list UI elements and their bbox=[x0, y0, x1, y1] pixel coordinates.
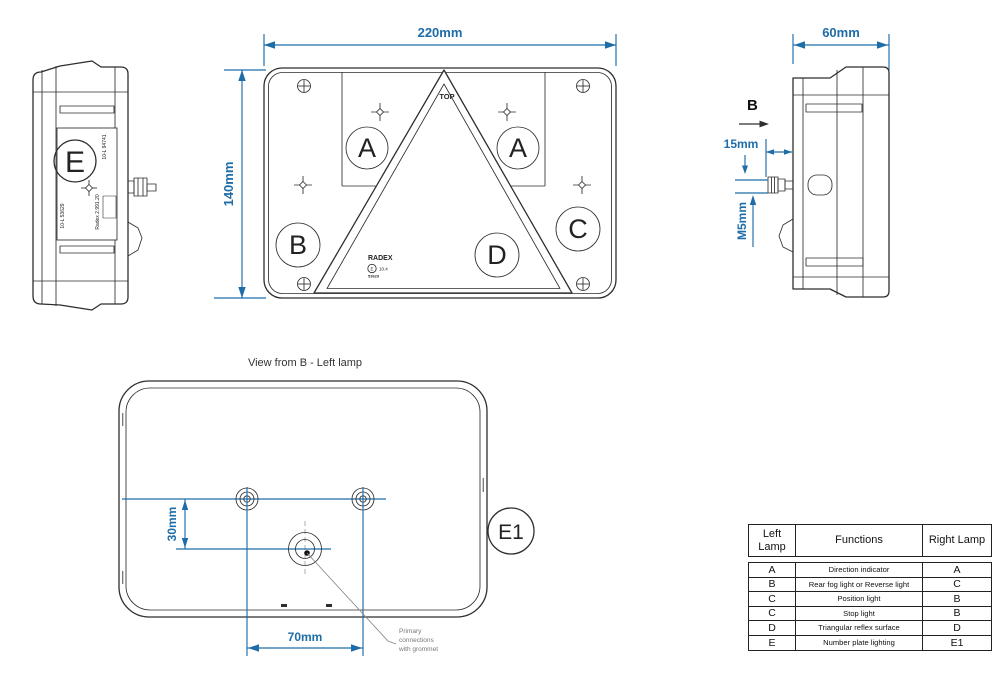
depth-dimension-label: 60mm bbox=[822, 25, 860, 40]
height-dimension-label: 140mm bbox=[221, 161, 236, 207]
row-left-code: D bbox=[749, 621, 796, 635]
header-left-lamp: Left Lamp bbox=[749, 525, 796, 556]
bottom-tick bbox=[326, 604, 332, 607]
alignment-cross-icon bbox=[371, 103, 389, 121]
svg-text:A: A bbox=[357, 133, 377, 163]
row-function: Triangular reflex surface bbox=[796, 621, 923, 635]
grommet-note-line3: with grommet bbox=[399, 646, 439, 653]
row-left-code: C bbox=[749, 607, 796, 621]
bottom-rib bbox=[806, 258, 863, 266]
approval-code-2: Radex 2.991.20 bbox=[95, 194, 101, 230]
reflex-triangle bbox=[314, 70, 572, 293]
grommet-note-line1: Primary bbox=[399, 628, 422, 635]
svg-text:C: C bbox=[568, 214, 588, 244]
row-right-code: E1 bbox=[950, 636, 964, 649]
functions-table bbox=[748, 524, 992, 651]
bottom-tick bbox=[281, 604, 287, 607]
screw-icon bbox=[298, 80, 311, 93]
depth-dimension bbox=[793, 25, 889, 70]
stud-offset-label: 15mm bbox=[723, 137, 759, 151]
marker-b bbox=[276, 223, 320, 267]
table-row bbox=[749, 578, 991, 593]
functions-table-body bbox=[748, 562, 992, 651]
row-function: Rear fog light or Reverse light bbox=[796, 578, 923, 592]
svg-text:A: A bbox=[508, 133, 528, 163]
top-label: TOP bbox=[439, 92, 455, 101]
table-row bbox=[749, 592, 991, 607]
approval-label-panel bbox=[57, 128, 117, 240]
alignment-cross-icon bbox=[294, 176, 312, 194]
brand-code: 10.4 bbox=[379, 266, 388, 272]
svg-text:D: D bbox=[487, 240, 507, 270]
rear-tab bbox=[779, 219, 793, 252]
rear-view bbox=[119, 357, 534, 656]
mounting-stud-icon bbox=[128, 178, 156, 196]
front-view bbox=[214, 25, 616, 298]
thread-dimension bbox=[735, 180, 768, 247]
table-row bbox=[749, 621, 991, 636]
hole-spacing-label: 70mm bbox=[287, 630, 323, 644]
row-right-code: C bbox=[953, 578, 961, 591]
brand-e-letter: E bbox=[370, 266, 374, 272]
row-function: Stop light bbox=[796, 607, 923, 621]
brand-name: RADEX bbox=[368, 255, 393, 262]
row-left-code: C bbox=[749, 592, 796, 606]
row-left-code: B bbox=[749, 578, 796, 592]
e1-label: E1 bbox=[498, 521, 524, 544]
thread-label: M5mm bbox=[735, 201, 749, 241]
stud-offset-dimension bbox=[724, 137, 792, 177]
row-right-code: A bbox=[953, 563, 961, 576]
e1-approval-mark bbox=[488, 508, 534, 554]
cable-hole bbox=[808, 175, 832, 195]
right-side-outline bbox=[793, 67, 889, 297]
left-side-view bbox=[33, 61, 156, 310]
view-direction-arrow-icon bbox=[739, 121, 769, 128]
brand-code2: 53629 bbox=[368, 273, 380, 279]
top-rib bbox=[806, 104, 862, 112]
hole-drop-label: 30mm bbox=[165, 506, 179, 542]
table-row bbox=[749, 636, 991, 651]
functions-table-header bbox=[748, 524, 992, 557]
row-right-code: B bbox=[953, 607, 961, 620]
grommet-note bbox=[307, 553, 438, 653]
width-dimension bbox=[264, 25, 616, 66]
width-dimension-label: 220mm bbox=[417, 25, 463, 40]
top-rib bbox=[60, 106, 114, 113]
approval-code-3: 10-L 53629 bbox=[60, 203, 66, 229]
screw-icon bbox=[298, 278, 311, 291]
grommet-icon bbox=[176, 521, 331, 577]
grommet-note-line2: connections bbox=[399, 637, 434, 644]
row-right-code: B bbox=[953, 592, 961, 605]
table-row bbox=[749, 563, 991, 578]
right-side-view bbox=[724, 25, 889, 297]
marker-a-left bbox=[346, 127, 388, 169]
screw-icon bbox=[577, 278, 590, 291]
rear-tab bbox=[128, 222, 142, 256]
alignment-cross-icon bbox=[498, 103, 516, 121]
row-function: Number plate lighting bbox=[796, 636, 923, 651]
e-mark-label: E bbox=[64, 146, 86, 179]
approval-code-1: 10-L 94741 bbox=[102, 134, 108, 160]
alignment-cross-icon bbox=[573, 176, 591, 194]
bottom-rib bbox=[60, 246, 114, 253]
height-dimension bbox=[214, 70, 266, 298]
header-functions: Functions bbox=[796, 525, 923, 556]
svg-text:B: B bbox=[288, 230, 308, 260]
hole-drop-dimension bbox=[165, 499, 188, 549]
table-row bbox=[749, 607, 991, 622]
hole-spacing-dimension bbox=[247, 630, 363, 652]
row-right-code: D bbox=[953, 621, 961, 634]
row-function: Direction indicator bbox=[796, 563, 923, 577]
row-left-code: E bbox=[749, 636, 796, 651]
screw-icon bbox=[577, 80, 590, 93]
marker-c bbox=[556, 207, 600, 251]
rear-view-title: View from B - Left lamp bbox=[247, 357, 363, 369]
header-right-lamp: Right Lamp bbox=[928, 534, 986, 547]
view-direction-label: B bbox=[747, 97, 758, 114]
marker-a-right bbox=[497, 127, 539, 169]
row-function: Position light bbox=[796, 592, 923, 606]
mounting-stud-icon bbox=[768, 177, 793, 193]
row-left-code: A bbox=[749, 563, 796, 577]
